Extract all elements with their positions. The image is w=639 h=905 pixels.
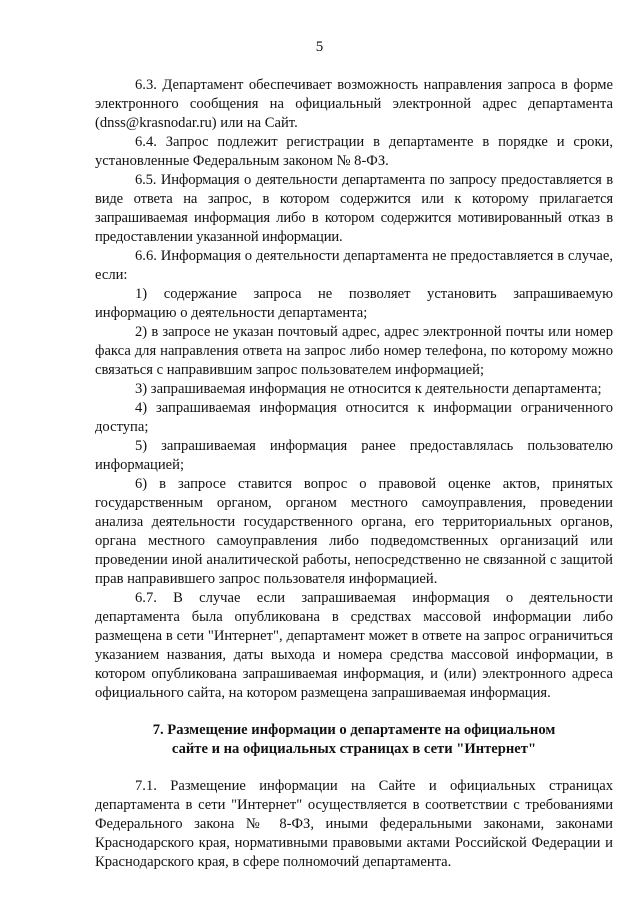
list-item-6-6-2: 2) в запросе не указан почтовый адрес, адрес электронной почты или номер факса для направления ответа на запрос либо номер телефона, по которому можно связаться с направившим запрос пользователем информацией; xyxy=(95,324,613,378)
section-heading-line-1: 7. Размещение информации о департаменте на официальном xyxy=(152,722,556,738)
paragraph-6-6: 6.6. Информация о деятельности департамента не предоставляется в случае, если: xyxy=(95,248,613,283)
section-heading-7 xyxy=(95,721,613,759)
paragraph-6-5: 6.5. Информация о деятельности департамента по запросу предоставляется в виде ответа на запрос, в котором содержится или к которому прилагается запрашиваемая информация либо в котором содержится мотивированный отказ в предоставлении указанной информации. xyxy=(95,172,613,245)
list-item-6-6-5: 5) запрашиваемая информация ранее предоставлялась пользователю информацией; xyxy=(95,438,613,473)
paragraph-6-4: 6.4. Запрос подлежит регистрации в департаменте в порядке и сроки, установленные Федеральным законом № 8-ФЗ. xyxy=(95,134,613,169)
document-body xyxy=(95,76,613,872)
paragraph-6-7: 6.7. В случае если запрашиваемая информация о деятельности департамента была опубликована в средствах массовой информации либо размещена в сети "Интернет", департамент может в ответе на запрос ограничиться указанием названия, даты выхода и номера средства массовой информации, в котором опубликована запрашиваемая информация, и (или) электронного адреса официального сайта, на котором размещена запрашиваемая информация. xyxy=(95,590,613,701)
paragraph-6-3: 6.3. Департамент обеспечивает возможность направления запроса в форме электронного сообщения на официальный электронной адрес департамента (dnss@krasnodar.ru) или на Сайт. xyxy=(95,77,613,131)
section-heading-line-2: сайте и на официальных страницах в сети "Интернет" xyxy=(171,741,537,757)
list-item-6-6-4: 4) запрашиваемая информация относится к информации ограниченного доступа; xyxy=(95,400,613,435)
paragraph-7-1: 7.1. Размещение информации на Сайте и официальных страницах департамента в сети "Интернет" осуществляется в соответствии с требованиями Федерального закона № 8-ФЗ, иными федеральными законами, законами Краснодарского края, нормативными правовыми актами Российской Федерации и Краснодарского края, в сфере полномочий департамента. xyxy=(95,778,613,870)
page-number: 5 xyxy=(315,39,324,55)
list-item-6-6-6: 6) в запросе ставится вопрос о правовой оценке актов, принятых государственным органом, органом местного самоуправления, проведении анализа деятельности государственного органа, его территориальных органов, органа местного самоуправления либо подведомственных организаций или проведении иной аналитической работы, непосредственно не связанной с защитой прав направившего запрос пользователя информацией. xyxy=(95,476,613,587)
list-item-6-6-3: 3) запрашиваемая информация не относится к деятельности департамента; xyxy=(135,381,602,397)
list-item-6-6-1: 1) содержание запроса не позволяет установить запрашиваемую информацию о деятельности департамента; xyxy=(95,286,613,321)
